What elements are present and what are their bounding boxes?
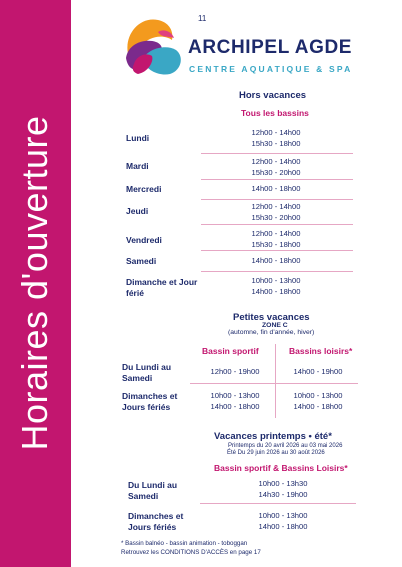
page-title: Horaires d'ouverture xyxy=(14,115,55,451)
hors-hours-dimanche: 10h00 - 13h00 14h00 - 18h00 xyxy=(251,276,301,296)
separator xyxy=(190,383,358,384)
vp-day-dimanche: Dimanches et Jours fériés xyxy=(128,511,184,532)
separator xyxy=(201,224,353,225)
hors-hours-jeudi: 12h00 - 14h00 15h30 - 20h00 xyxy=(251,202,301,222)
separator xyxy=(201,271,353,272)
hors-day-lundi: Lundi xyxy=(126,133,150,143)
hors-day-vendredi: Vendredi xyxy=(126,235,162,245)
col-bassin-sportif: Bassin sportif xyxy=(202,346,259,356)
page-number: 11 xyxy=(198,14,207,23)
petites-vacances-note: (automne, fin d'année, hiver) xyxy=(228,329,315,336)
archipel-logo-icon xyxy=(118,14,188,80)
pv-sportif-dimanche: 10h00 - 13h00 14h00 - 18h00 xyxy=(210,391,260,411)
separator xyxy=(200,503,356,504)
side-band xyxy=(0,0,71,567)
hors-day-mardi: Mardi xyxy=(126,161,149,171)
brand-name: ARCHIPEL AGDE xyxy=(188,37,353,58)
vp-day-semaine: Du Lundi au Samedi xyxy=(128,480,178,501)
column-divider xyxy=(275,344,276,418)
separator xyxy=(201,153,353,154)
footnote-bassins: * Bassin balnéo - bassin animation - toboggan xyxy=(121,540,248,547)
hors-hours-vendredi: 12h00 - 14h00 15h30 - 18h00 xyxy=(251,229,301,249)
pv-day-dimanche: Dimanches et Jours fériés xyxy=(122,391,178,412)
hors-hours-samedi: 14h00 - 18h00 xyxy=(251,256,301,265)
dates-printemps: Printemps du 20 avril 2026 au 03 mai 2026 xyxy=(228,443,343,449)
pv-sportif-semaine: 12h00 - 19h00 xyxy=(210,367,260,376)
hors-day-jeudi: Jeudi xyxy=(126,206,149,216)
hors-hours-mercredi: 14h00 - 18h00 xyxy=(251,184,301,193)
separator xyxy=(201,179,353,180)
separator xyxy=(201,250,353,251)
hors-day-mercredi: Mercredi xyxy=(126,184,162,194)
hors-hours-mardi: 12h00 - 14h00 15h30 - 20h00 xyxy=(251,157,301,177)
hors-hours-lundi: 12h00 - 14h00 15h30 - 18h00 xyxy=(251,128,301,148)
pv-day-semaine: Du Lundi au Samedi xyxy=(122,362,172,383)
brand-subtitle: CENTRE AQUATIQUE & SPA xyxy=(189,64,353,74)
hors-vacances-subtitle: Tous les bassins xyxy=(241,108,309,118)
vp-hours-semaine: 10h00 - 13h30 14h30 - 19h00 xyxy=(258,479,308,499)
separator xyxy=(201,199,353,200)
zone-label: ZONE C xyxy=(262,322,288,329)
pv-loisirs-semaine: 14h00 - 19h00 xyxy=(293,367,343,376)
petites-vacances-title: Petites vacances xyxy=(233,312,310,323)
pv-loisirs-dimanche: 10h00 - 13h00 14h00 - 18h00 xyxy=(293,391,343,411)
hors-vacances-title: Hors vacances xyxy=(239,90,307,101)
hors-day-samedi: Samedi xyxy=(126,256,157,266)
vacances-printemps-title: Vacances printemps • été* xyxy=(214,431,332,442)
hors-day-dimanche: Dimanche et Jour férié xyxy=(126,277,198,298)
dates-ete: Été Du 29 juin 2026 au 30 août 2026 xyxy=(227,450,325,456)
footnote-conditions: Retrouvez les CONDITIONS D'ACCÈS en page 17 xyxy=(121,549,261,556)
vacances-printemps-subtitle: Bassin sportif & Bassins Loisirs* xyxy=(214,463,348,473)
col-bassins-loisirs: Bassins loisirs* xyxy=(289,346,353,356)
vp-hours-dimanche: 10h00 - 13h00 14h00 - 18h00 xyxy=(258,511,308,531)
